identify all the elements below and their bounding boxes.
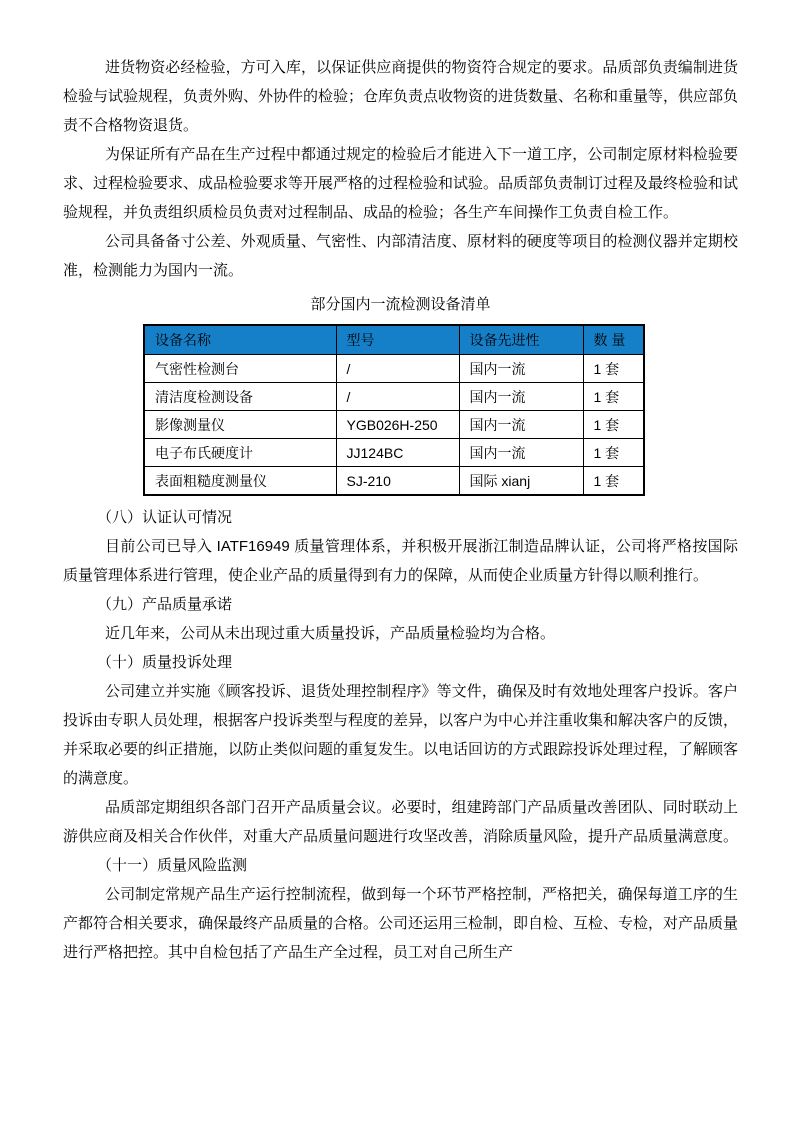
paragraph-quality-commitment: 近几年来，公司从未出现过重大质量投诉，产品质量检验均为合格。 [105,625,556,642]
cell-advancement: 国内一流 [459,439,583,467]
column-header-advancement: 设备先进性 [459,325,583,355]
paragraph-complaint-handling: 公司建立并实施《顾客投诉、退货处理控制程序》等文件，确保及时有效地处理客户投诉。客户投诉由专职人员处理，根据客户投诉类型与程度的差异，以客户为中心并注重收集和解决客户的反馈，并采取必要的纠正措施，以防止类似问题的重复发生。以电话回访的方式跟踪投诉处理过程，了解顾客的满意度。 [63,683,739,787]
cell-model: / [336,355,459,383]
cell-device-name: 电子布氏硬度计 [144,439,336,467]
cell-advancement: 国内一流 [459,411,583,439]
paragraph-certification: 目前公司已导入 IATF16949 质量管理体系，并积极开展浙江制造品牌认证，公司将严格按国际质量管理体系进行管理，使企业产品的质量得到有力的保障，从而使企业质量方针得以顺利推行。 [63,538,738,584]
paragraph-risk-monitoring: 公司制定常规产品生产运行控制流程，做到每一个环节严格控制，严格把关，确保每道工序的生产都符合相关要求，确保最终产品质量的合格。公司还运用三检制，即自检、互检、专检，对产品质量进行严格把控。其中自检包括了产品生产全过程，员工对自己所生产 [63,886,739,961]
table-row [144,411,644,439]
cell-quantity: 1 套 [583,383,644,411]
column-header-quantity: 数 量 [583,325,644,355]
table-row [144,467,644,496]
cell-quantity: 1 套 [583,355,644,383]
paragraph-testing-instruments: 公司具备备寸公差、外观质量、气密性、内部清洁度、原材料的硬度等项目的检测仪器并定期校准，检测能力为国内一流。 [63,233,738,279]
section-heading-risk-monitoring: （十一）质量风险监测 [97,857,248,874]
cell-advancement: 国内一流 [459,355,583,383]
cell-device-name: 影像测量仪 [144,411,336,439]
cell-device-name: 表面粗糙度测量仪 [144,467,336,496]
cell-device-name: 气密性检测台 [144,355,336,383]
table-row [144,383,644,411]
column-header-device-name: 设备名称 [144,325,336,355]
cell-model: SJ-210 [336,467,459,496]
equipment-table [143,324,645,496]
cell-device-name: 清洁度检测设备 [144,383,336,411]
cell-quantity: 1 套 [583,467,644,496]
column-header-model: 型号 [336,325,459,355]
cell-model: JJ124BC [336,439,459,467]
table-header-row [144,325,644,355]
section-heading-certification: （八）认证认可情况 [97,509,233,526]
paragraph-process-inspection: 为保证所有产品在生产过程中都通过规定的检验后才能进入下一道工序，公司制定原材料检验要求、过程检验要求、成品检验要求等开展严格的过程检验和试验。品质部负责制订过程及最终检验和试验规程，并负责组织质检员负责对过程制品、成品的检验；各生产车间操作工负责自检工作。 [63,146,739,221]
paragraph-incoming-inspection: 进货物资必经检验，方可入库，以保证供应商提供的物资符合规定的要求。品质部负责编制进货检验与试验规程，负责外购、外协件的检验；仓库负责点收物资的进货数量、名称和重量等，供应部负责不合格物资退货。 [63,59,739,134]
table-row [144,355,644,383]
section-heading-quality-commitment: （九）产品质量承诺 [97,596,233,613]
table-caption: 部分国内一流检测设备清单 [310,296,491,313]
paragraph-quality-meetings: 品质部定期组织各部门召开产品质量会议。必要时，组建跨部门产品质量改善团队、同时联动上游供应商及相关合作伙伴，对重大产品质量问题进行攻坚改善，消除质量风险，提升产品质量满意度。 [63,799,739,845]
cell-model: YGB026H-250 [336,411,459,439]
cell-advancement: 国内一流 [459,383,583,411]
cell-advancement: 国际 xianj [459,467,583,496]
cell-quantity: 1 套 [583,439,644,467]
cell-model: / [336,383,459,411]
section-heading-complaint-handling: （十）质量投诉处理 [97,654,233,671]
cell-quantity: 1 套 [583,411,644,439]
table-row [144,439,644,467]
